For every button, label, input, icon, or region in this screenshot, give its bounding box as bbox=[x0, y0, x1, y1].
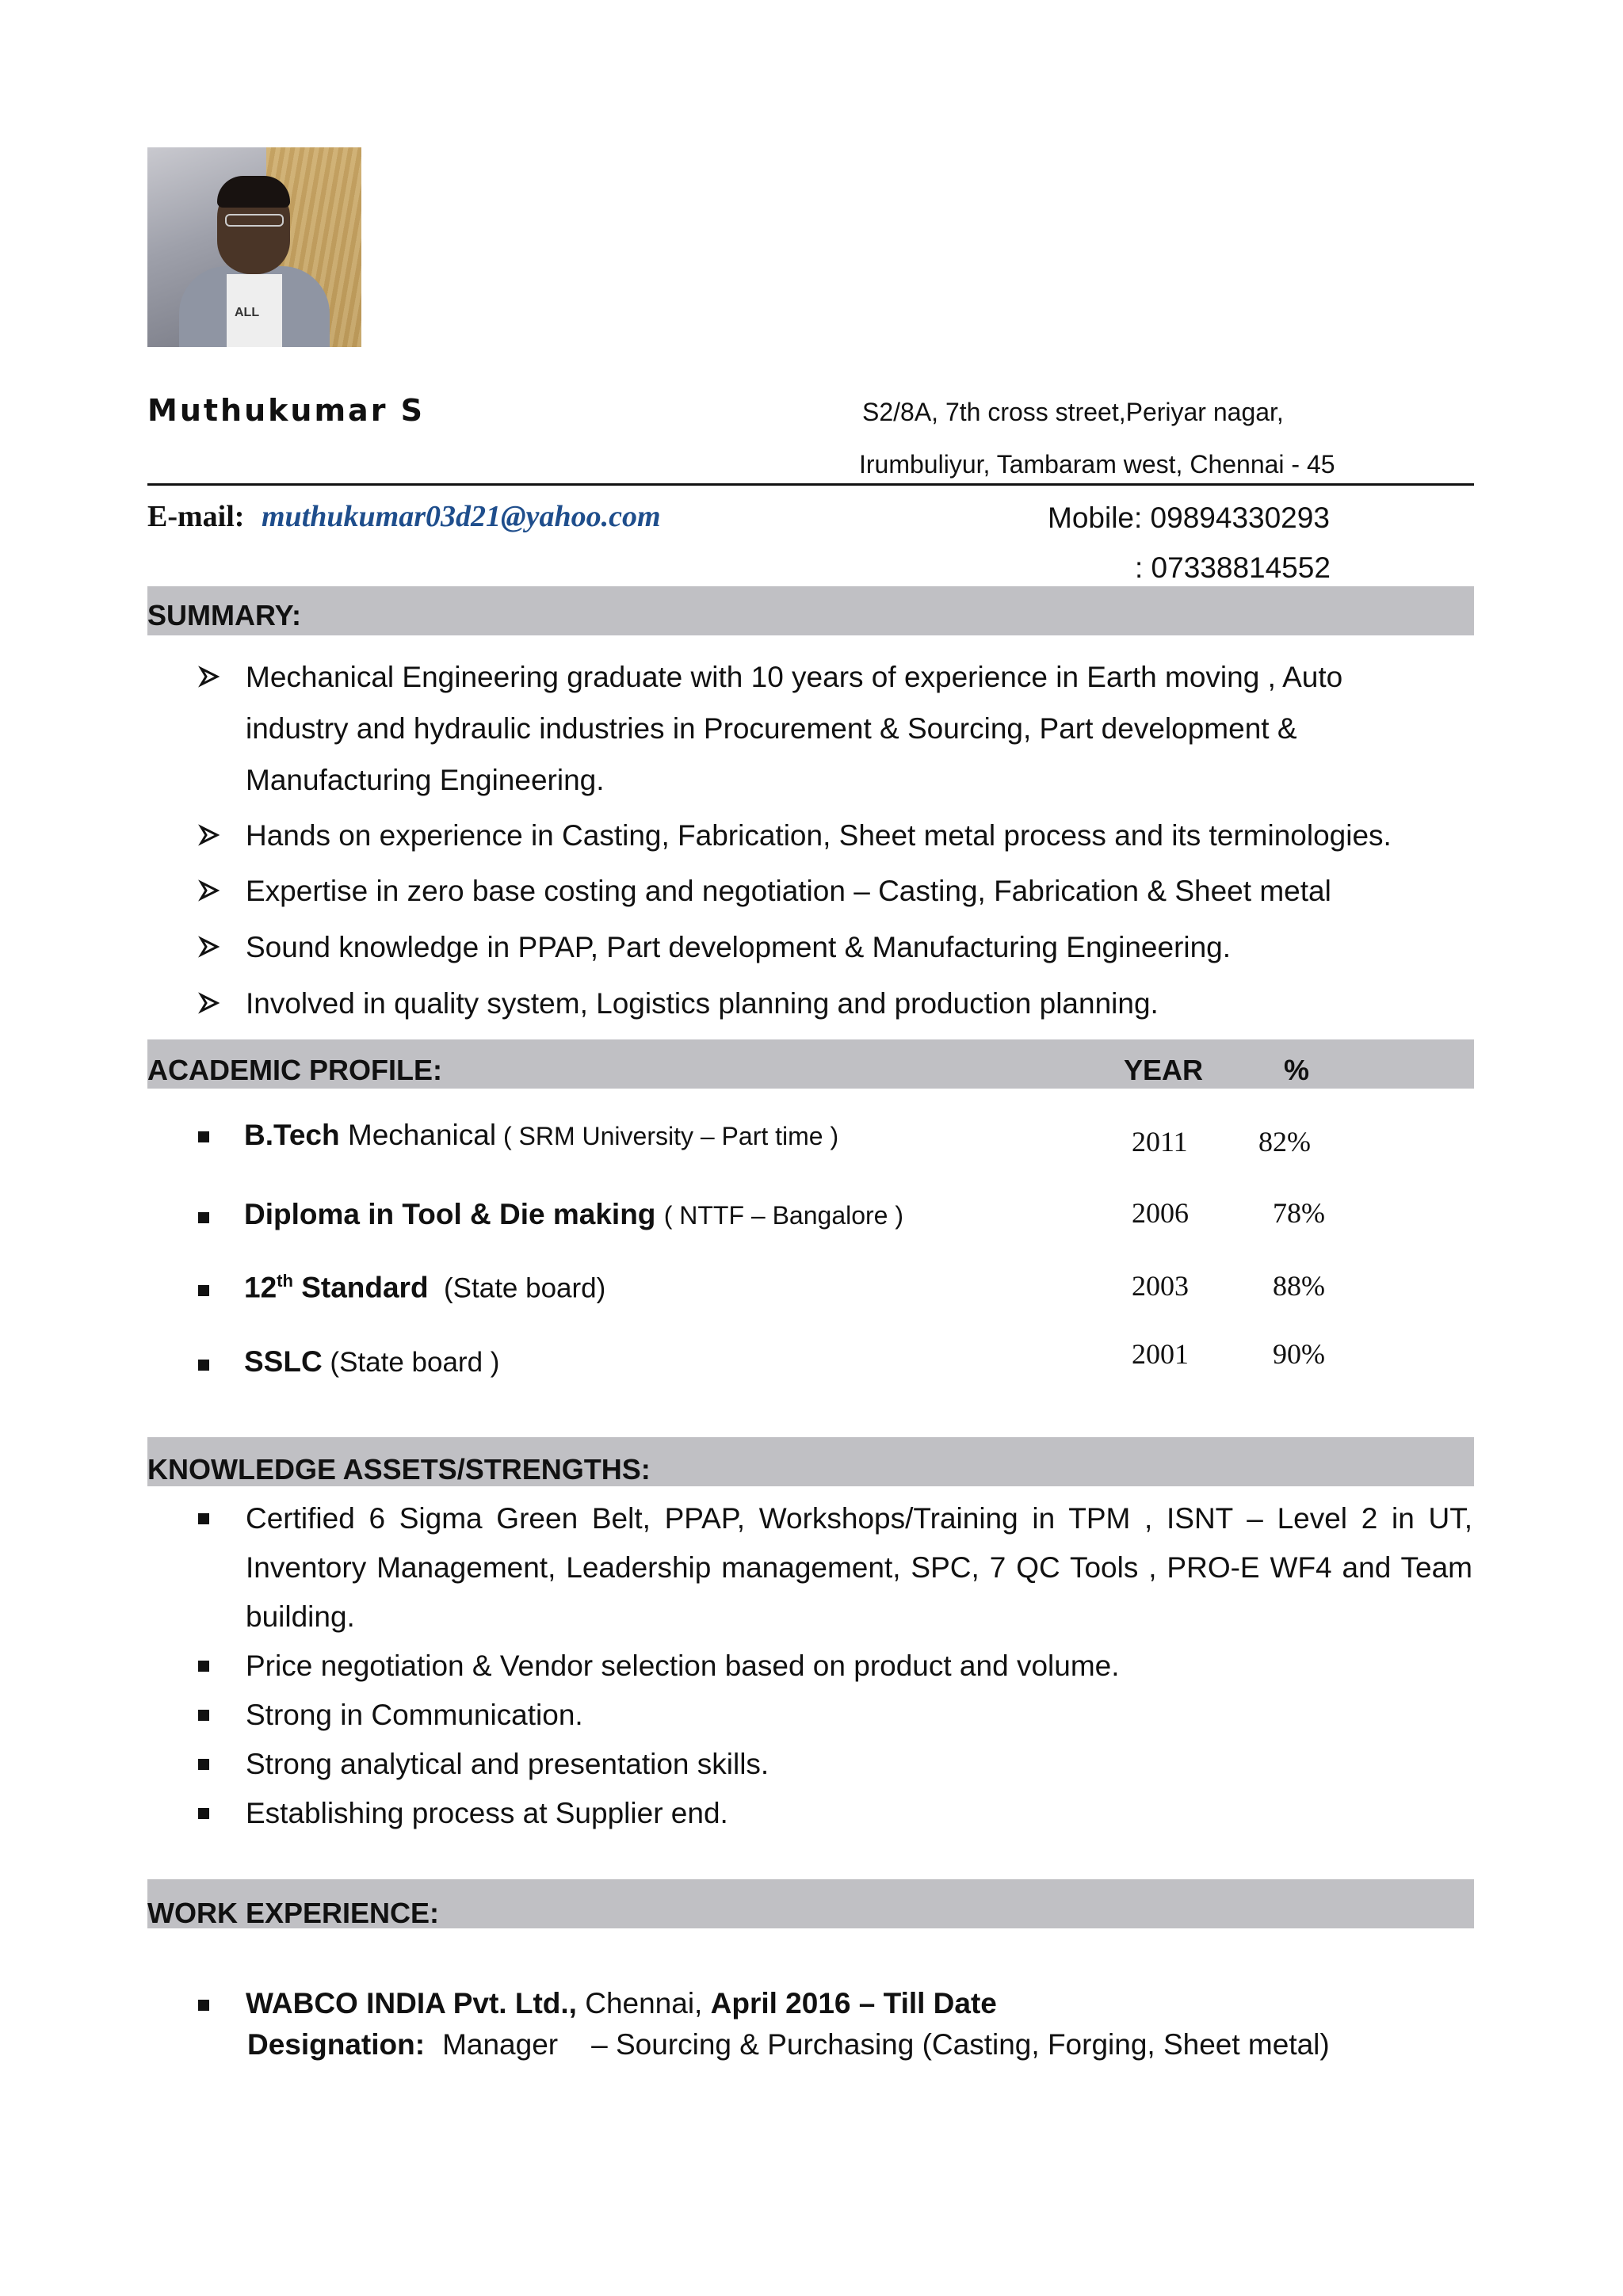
square-bullet-icon bbox=[198, 2000, 209, 2011]
square-bullet-icon bbox=[198, 1513, 209, 1524]
degree-branch bbox=[655, 1198, 663, 1230]
knowledge-item: Certified 6 Sigma Green Belt, PPAP, Workshops/Training in TPM , ISNT – Level 2 in UT, Inventory Management, Leadership management, SPC, 7 QC Tools , PRO-E WF4 and Team building. bbox=[246, 1502, 1472, 1633]
knowledge-item: Strong in Communication. bbox=[246, 1699, 583, 1731]
arrow-bullet-icon bbox=[198, 879, 220, 902]
address-line-2: Irumbuliyur, Tambaram west, Chennai - 45 bbox=[859, 450, 1335, 479]
ordinal-suffix: th bbox=[277, 1271, 293, 1291]
degree-name-suffix: Standard bbox=[292, 1271, 429, 1304]
summary-item: Hands on experience in Casting, Fabrication, Sheet metal process and its terminologies. bbox=[246, 819, 1392, 852]
list-item bbox=[198, 651, 1466, 703]
percent-column-header: % bbox=[1284, 1054, 1310, 1086]
square-bullet-icon bbox=[198, 1661, 209, 1672]
degree-name: 12 bbox=[244, 1271, 277, 1304]
mobile-number: Mobile: 09894330293 bbox=[1048, 502, 1330, 534]
square-bullet-icon bbox=[198, 1131, 209, 1142]
percent-value: 90% bbox=[1273, 1338, 1325, 1370]
job-designation bbox=[247, 2028, 1330, 2061]
summary-item: Mechanical Engineering graduate with 10 years of experience in Earth moving , Auto bbox=[246, 661, 1343, 693]
address-line-1: S2/8A, 7th cross street,Periyar nagar, bbox=[862, 398, 1284, 426]
academic-row bbox=[198, 1338, 1466, 1393]
institution: (State board) bbox=[428, 1272, 606, 1304]
square-bullet-icon bbox=[198, 1759, 209, 1770]
job-header bbox=[246, 1987, 997, 2020]
knowledge-item: Strong analytical and presentation skills. bbox=[246, 1748, 769, 1780]
degree-name: SSLC bbox=[244, 1345, 323, 1378]
academic-title: ACADEMIC PROFILE: bbox=[147, 1054, 442, 1086]
square-bullet-icon bbox=[198, 1212, 209, 1223]
institution: (State board ) bbox=[322, 1347, 500, 1378]
knowledge-item: Price negotiation & Vendor selection based on product and volume. bbox=[246, 1650, 1120, 1682]
email-link[interactable]: muthukumar03d21@yahoo.com bbox=[262, 500, 661, 533]
job-city: Chennai, bbox=[576, 1987, 711, 2019]
list-item bbox=[198, 865, 1466, 917]
summary-section-band bbox=[147, 586, 1474, 635]
year-value: 2001 bbox=[1132, 1338, 1189, 1370]
summary-item: Sound knowledge in PPAP, Part development & Manufacturing Engineering. bbox=[246, 931, 1232, 963]
year-value: 2011 bbox=[1132, 1126, 1188, 1158]
square-bullet-icon bbox=[198, 1285, 209, 1296]
work-section-band bbox=[147, 1879, 1474, 1928]
academic-section-band bbox=[147, 1039, 1474, 1089]
candidate-name: Muthukumar S bbox=[147, 393, 426, 428]
degree-name: B.Tech bbox=[244, 1119, 340, 1151]
job-period: April 2016 – Till Date bbox=[710, 1987, 997, 2019]
arrow-bullet-icon bbox=[198, 666, 220, 688]
degree-branch: Mechanical bbox=[339, 1119, 497, 1151]
designation-role: Manager bbox=[442, 2028, 559, 2061]
list-item-continued bbox=[198, 703, 1466, 754]
list-item-continued bbox=[198, 754, 1466, 806]
square-bullet-icon bbox=[198, 1360, 209, 1371]
academic-row bbox=[198, 1198, 1466, 1245]
year-value: 2006 bbox=[1132, 1197, 1189, 1229]
square-bullet-icon bbox=[198, 1808, 209, 1819]
designation-label: Designation: bbox=[247, 2028, 426, 2061]
percent-value: 78% bbox=[1273, 1197, 1325, 1229]
header-divider bbox=[147, 483, 1474, 486]
summary-title: SUMMARY: bbox=[147, 599, 301, 631]
summary-item: Expertise in zero base costing and negotiation – Casting, Fabrication & Sheet metal bbox=[246, 875, 1331, 907]
year-value: 2003 bbox=[1132, 1270, 1189, 1302]
designation-detail: – Sourcing & Purchasing (Casting, Forging, Sheet metal) bbox=[591, 2028, 1330, 2061]
summary-item: industry and hydraulic industries in Procurement & Sourcing, Part development & bbox=[246, 712, 1297, 745]
arrow-bullet-icon bbox=[198, 824, 220, 846]
list-item bbox=[198, 921, 1466, 973]
knowledge-title: KNOWLEDGE ASSETS/STRENGTHS: bbox=[147, 1453, 651, 1486]
degree-name: Diploma in Tool & Die making bbox=[244, 1198, 656, 1230]
institution: ( SRM University – Part time ) bbox=[496, 1122, 839, 1150]
work-title: WORK EXPERIENCE: bbox=[147, 1897, 440, 1929]
summary-item: Involved in quality system, Logistics planning and production planning. bbox=[246, 987, 1159, 1020]
academic-row bbox=[198, 1119, 1466, 1166]
knowledge-section-band bbox=[147, 1437, 1474, 1486]
academic-row bbox=[198, 1271, 1466, 1318]
profile-photo: ALL bbox=[147, 147, 361, 347]
list-item bbox=[198, 978, 1466, 1029]
email-label: E-mail: bbox=[147, 500, 245, 533]
square-bullet-icon bbox=[198, 1710, 209, 1721]
arrow-bullet-icon bbox=[198, 992, 220, 1014]
percent-value: 88% bbox=[1273, 1270, 1325, 1302]
company-name: WABCO INDIA Pvt. Ltd., bbox=[246, 1987, 577, 2019]
knowledge-item: Establishing process at Supplier end. bbox=[246, 1797, 728, 1829]
summary-item: Manufacturing Engineering. bbox=[246, 764, 605, 796]
percent-value: 82% bbox=[1258, 1126, 1311, 1158]
list-item bbox=[198, 810, 1466, 861]
year-column-header: YEAR bbox=[1124, 1054, 1204, 1086]
institution: ( NTTF – Bangalore ) bbox=[663, 1201, 904, 1230]
summary-list bbox=[198, 651, 1466, 1032]
arrow-bullet-icon bbox=[198, 936, 220, 958]
mobile-number-2: : 07338814552 bbox=[1135, 551, 1331, 584]
